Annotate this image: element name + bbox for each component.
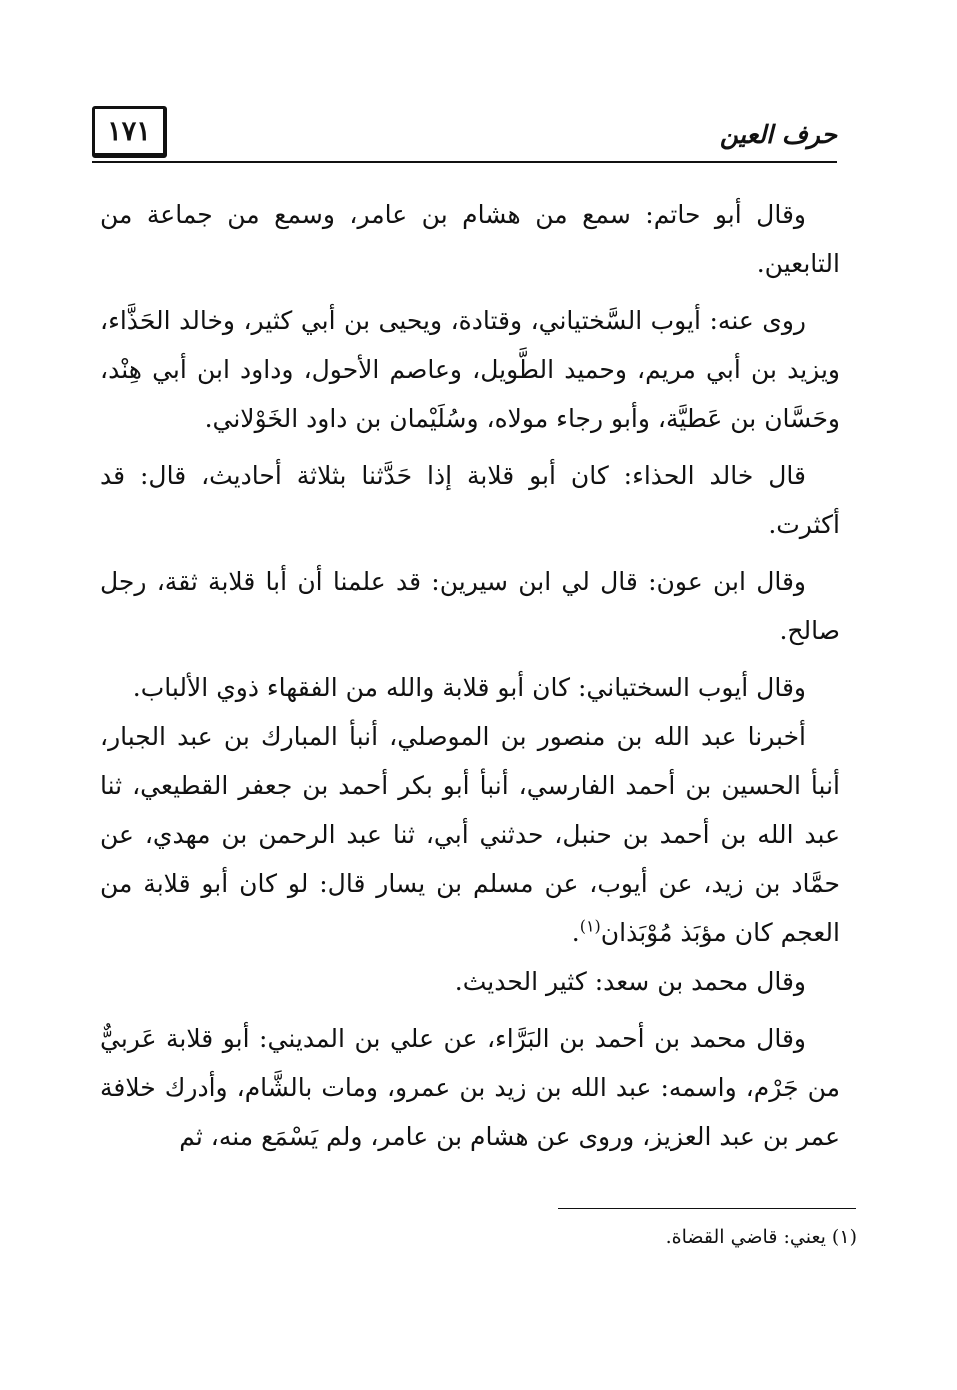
paragraph-with-footnote: [100, 712, 840, 957]
footnote-rule: [558, 1208, 856, 1209]
paragraph: وقال محمد بن سعد: كثير الحديث.: [454, 967, 806, 996]
chapter-title: حرف العين: [719, 120, 837, 149]
paragraph: قال خالد الحذاء: كان أبو قلابة إذا حَدَّثنا بثلاثة أحاديث، قال: قد أكثرت.: [100, 461, 840, 539]
page-number: ١٧١: [107, 115, 151, 147]
paragraph-text: أخبرنا عبد الله بن منصور بن الموصلي، أنبأ المبارك بن عبد الجبار، أنبأ الحسين بن أحمد الفارسي، أنبأ أبو بكر أحمد بن جعفر القطيعي، ثنا عبد الله بن أحمد بن حنبل، حدثني أبي، ثنا عبد الرحمن بن مهدي، عن حمَّاد بن زيد، عن أيوب، عن مسلم بن يسار قال: لو كان أبو قلابة من العجم كان مؤبَذ مُوْبَذان: [100, 722, 840, 947]
paragraph: روى عنه: أيوب السَّختياني، وقتادة، ويحيى بن أبي كثير، وخالد الحَذَّاء، ويزيد بن أبي مريم، وحميد الطَّويل، وعاصم الأحول، وداود ابن أبي هِنْد، وحَسَّان بن عَطيَّة، وأبو رجاء مولاه، وسُلَيْمان بن داود الخَوْلاني.: [100, 306, 840, 433]
body-text: [100, 190, 840, 1169]
page-number-box: [92, 106, 167, 158]
page-header: [92, 106, 837, 162]
footnote: (١) يعني: قاضي القضاة.: [665, 1226, 857, 1248]
paragraph: وقال أبو حاتم: سمع من هشام بن عامر، وسمع من جماعة من التابعين.: [100, 200, 840, 278]
paragraph: وقال ابن عون: قال لي ابن سيرين: قد علمنا أن أبا قلابة ثقة، رجل صالح.: [100, 567, 840, 645]
paragraph: وقال أيوب السختياني: كان أبو قلابة والله من الفقهاء ذوي الألباب.: [132, 673, 806, 702]
footnote-reference: (١): [579, 916, 601, 936]
paragraph-end: .: [571, 918, 580, 947]
paragraph: وقال محمد بن أحمد بن البَرَّاء، عن علي بن المديني: أبو قلابة عَربيٌّ من جَرْم، واسمه: عبد الله بن زيد بن عمرو، ومات بالشَّام، وأدرك خلافة عمر بن عبد العزيز، وروى عن هشام بن عامر، ولم يَسْمَع منه، ثم: [100, 1024, 840, 1151]
header-rule: [92, 161, 837, 163]
